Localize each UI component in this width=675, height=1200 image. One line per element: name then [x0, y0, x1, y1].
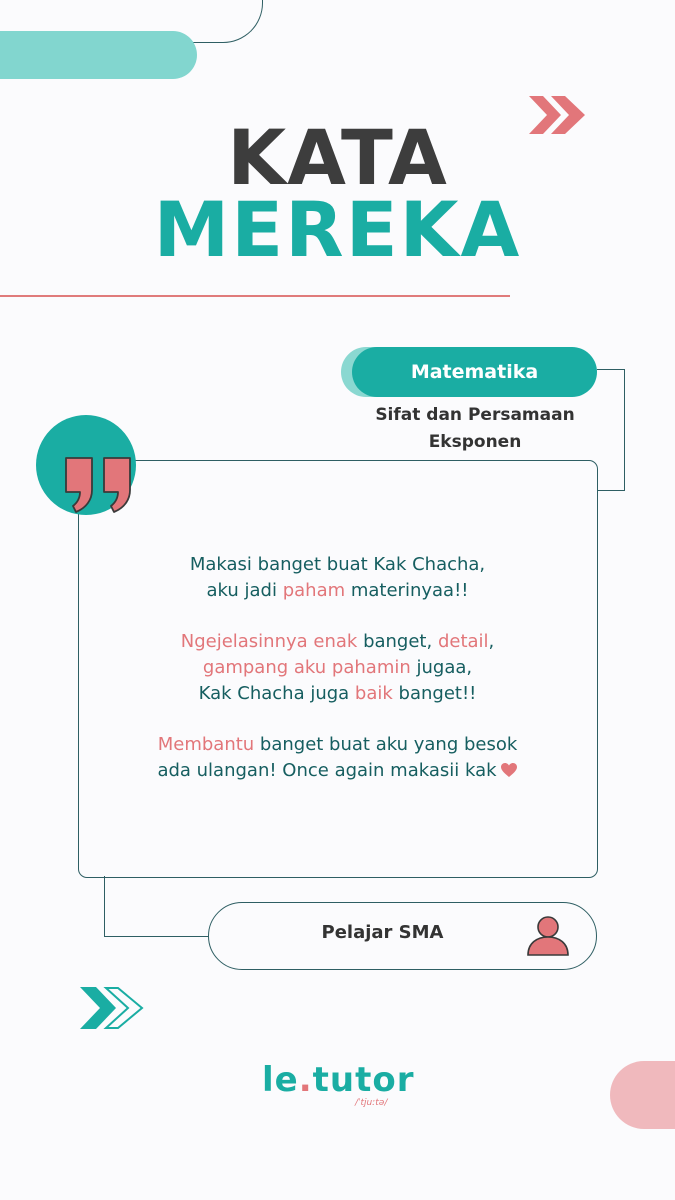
highlighted-text: Ngejelasinnya enak: [180, 631, 358, 652]
title-divider: [0, 295, 510, 297]
subject-label: Matematika: [410, 361, 539, 383]
logo-part1: le: [262, 1060, 299, 1100]
user-icon: [525, 915, 571, 957]
subject-topic-line2: Eksponen: [428, 432, 522, 452]
text-segment: jugaa,: [410, 657, 473, 678]
page-title-line1: KATA: [227, 113, 448, 202]
text-segment: ada ulangan! Once again makasii kak: [157, 760, 497, 781]
student-label: Pelajar SMA: [321, 922, 444, 943]
subject-badge: [352, 347, 597, 397]
text-segment: ,: [488, 631, 495, 652]
decorative-pill-bottom: [610, 1061, 675, 1129]
text-segment: banget buat aku yang besok: [254, 734, 518, 755]
text-segment: Kak Chacha juga: [198, 683, 355, 704]
highlighted-text: paham: [282, 580, 346, 601]
double-chevron-icon: [80, 987, 146, 1029]
highlighted-text: detail: [437, 631, 489, 652]
testimonial-paragraph-3: [110, 732, 565, 784]
logo-phonetic: /ˈtjuːtə/: [355, 1098, 388, 1108]
text-segment: banget!!: [392, 683, 477, 704]
testimonial-paragraph-2: [110, 629, 565, 707]
logo-dot: .: [298, 1060, 313, 1100]
logo-part2: tutor: [312, 1060, 415, 1100]
highlighted-text: baik: [354, 683, 393, 704]
highlighted-text: Membantu: [157, 734, 255, 755]
text-segment: materinyaa!!: [345, 580, 469, 601]
connector-line-bottom: [104, 876, 209, 937]
text-segment: aku jadi: [206, 580, 283, 601]
highlighted-text: gampang aku pahamin: [202, 657, 411, 678]
subject-topic-line1: Sifat dan Persamaan: [375, 405, 575, 425]
text-segment: banget,: [357, 631, 438, 652]
heart-icon: [500, 762, 518, 778]
testimonial-paragraph-1: [110, 552, 565, 604]
brand-logo: [262, 1060, 414, 1100]
quote-icon: [60, 450, 140, 516]
page-title-line2: MEREKA: [153, 185, 522, 274]
testimonial-text: [110, 552, 565, 809]
decorative-pill-top: [0, 31, 197, 79]
text-segment: Makasi banget buat Kak Chacha,: [189, 554, 486, 575]
connector-line-right: [597, 369, 625, 491]
subject-topic: [360, 402, 590, 456]
